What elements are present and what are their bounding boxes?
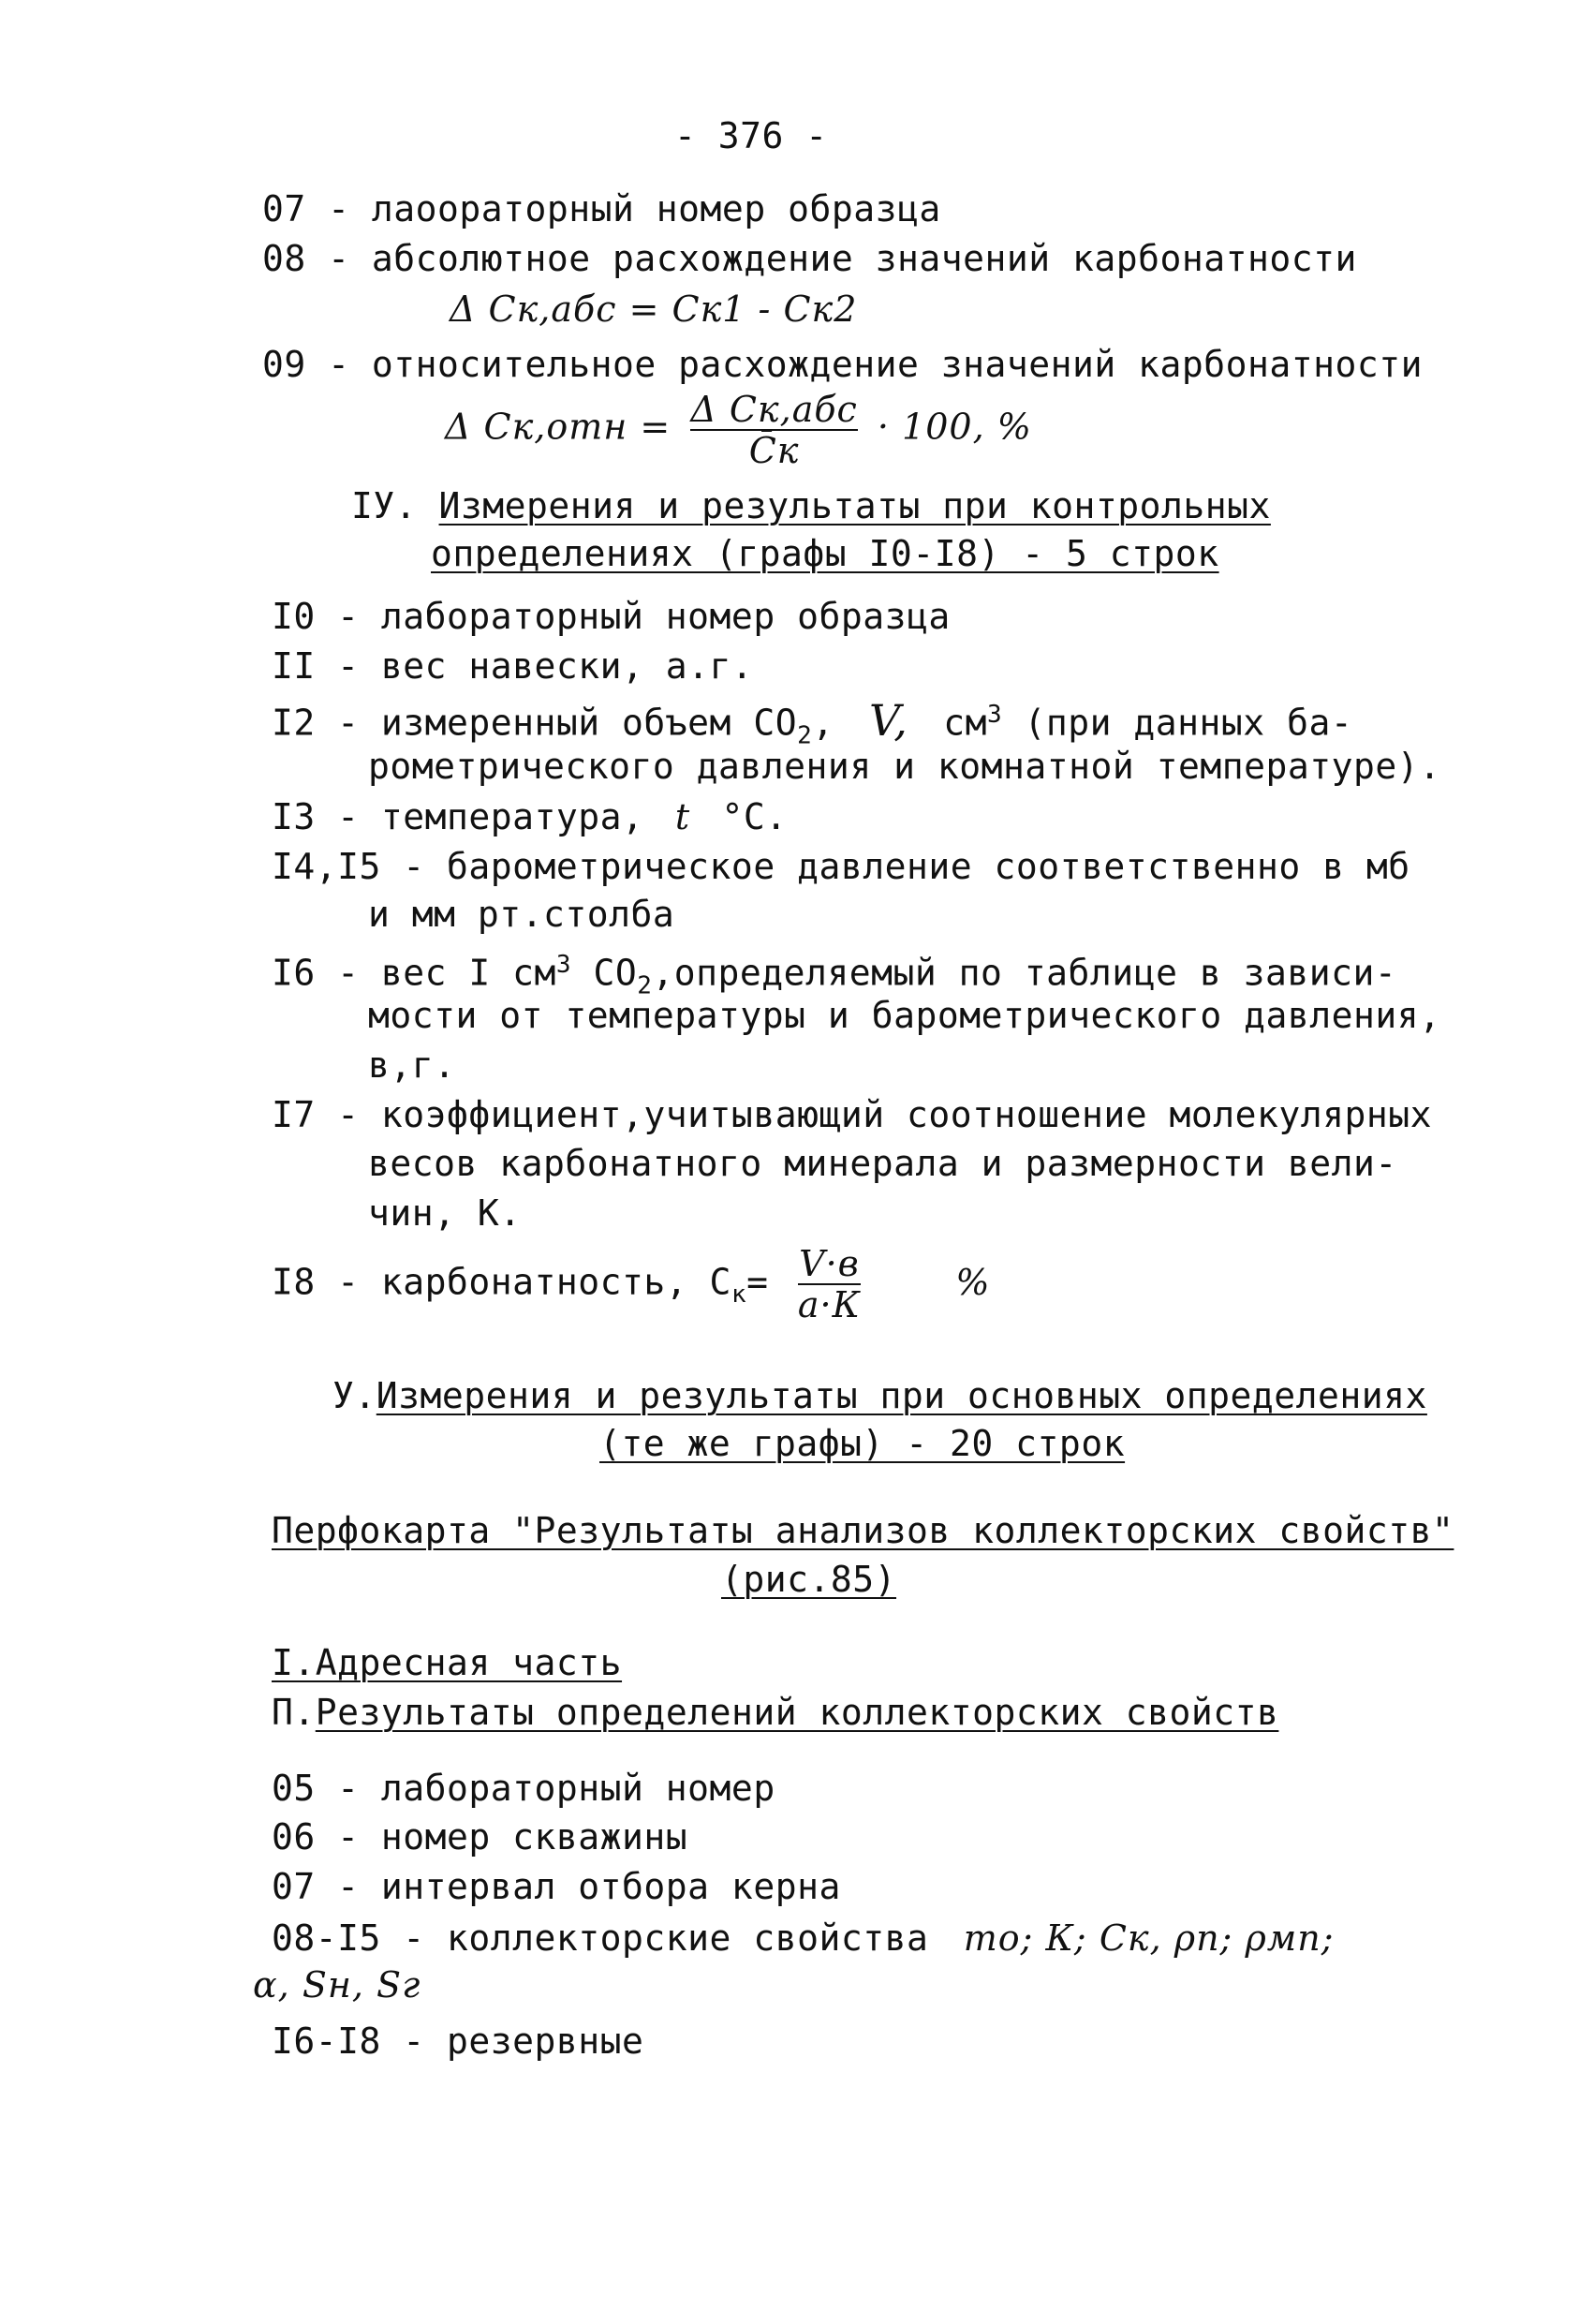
formula-08: Δ Cк,абс = Cк1 - Cк2 [450, 289, 858, 330]
part-2-heading [272, 1691, 1278, 1734]
item-13-t: t [674, 796, 691, 837]
perfocard-figure-ref: (рис.85) [721, 1559, 897, 1600]
heading-v-prefix: У. [332, 1375, 376, 1416]
item-p2-08-15-text: 08-I5 - коллекторские свойства [272, 1917, 929, 1959]
item-08: 08 - абсолютное расхождение значений карбонатности [262, 238, 1357, 279]
item-17-continuation-1: весов карбонатного минерала и размерности вели- [368, 1143, 1397, 1184]
item-17-continuation-2: чин, К. [368, 1192, 522, 1234]
item-12-sub: 2 [797, 721, 813, 750]
item-18 [272, 1243, 991, 1325]
heading-v-line1 [332, 1374, 1427, 1417]
formula-09-numerator: Δ Cк,абс [690, 389, 858, 430]
item-p2-16-18: I6-I8 - резервные [272, 2021, 644, 2062]
item-13-unit: °C. [721, 796, 788, 837]
item-12-text: I2 - измеренный объем CO [272, 702, 798, 744]
item-18-text: I8 - карбонатность, C [272, 1261, 731, 1303]
item-18-eq: = [746, 1261, 769, 1303]
item-12-volume: V, [869, 694, 908, 746]
heading-v-title: Измерения и результаты при основных определениях [376, 1375, 1427, 1416]
item-18-denominator: а·К [797, 1284, 862, 1325]
item-16-sub: 2 [637, 971, 653, 1000]
heading-iv-line2: определениях (графы I0-I8) - 5 строк [431, 533, 1219, 574]
item-09: 09 - относительное расхождение значений карбонатности [262, 344, 1424, 385]
item-p2-08-15-continuation: α, Sн, Sг [253, 1964, 421, 2006]
item-16-text: I6 - вес I см [272, 952, 556, 994]
item-14-15-continuation: и мм рт.столба [368, 894, 675, 935]
item-18-fraction [797, 1243, 862, 1325]
item-10: I0 - лабораторный номер образца [272, 596, 951, 637]
item-18-percent: % [955, 1261, 991, 1303]
formula-09-fraction [690, 389, 858, 471]
formula-09-right: · 100, % [877, 406, 1032, 448]
item-16-rest: ,определяемый по таблице в зависи- [652, 952, 1397, 994]
page-number: - 376 - [674, 115, 828, 156]
perfocard-title: Перфокарта "Результаты анализов коллекторских свойств" [272, 1510, 1454, 1551]
item-18-numerator: V·в [799, 1243, 860, 1284]
item-17: I7 - коэффициент,учитывающий соотношение молекулярных [272, 1094, 1433, 1135]
item-16-sup: 3 [555, 951, 572, 979]
item-13-text: I3 - температура, [272, 796, 644, 837]
item-12-comma: , [812, 702, 834, 744]
heading-iv-line1 [351, 484, 1271, 527]
item-p2-05: 05 - лабораторный номер [272, 1768, 775, 1809]
part-2-title: Результаты определений коллекторских свойств [315, 1692, 1279, 1733]
part-2-prefix: П. [272, 1692, 316, 1733]
item-12-continuation: рометрического давления и комнатной температуре). [368, 746, 1441, 787]
heading-iv-prefix: IУ. [351, 485, 418, 526]
heading-v-line2: (те же графы) - 20 строк [599, 1423, 1126, 1464]
item-18-sub: к [731, 1280, 747, 1310]
item-11: II - вес навески, а.г. [272, 645, 754, 687]
item-12-unit: см [943, 702, 987, 744]
formula-09-left: Δ Cк,отн = [445, 406, 672, 448]
item-12-rest: (при данных ба- [1024, 702, 1353, 744]
item-16-continuation-2: в,г. [368, 1044, 456, 1086]
formula-09-denominator: C̄к [748, 430, 800, 471]
item-p2-06: 06 - номер скважины [272, 1816, 688, 1858]
formula-09 [445, 389, 1032, 471]
item-p2-08-15-symbols: mо; К; Cк, ρп; ρмп; [963, 1917, 1335, 1959]
part-1-heading: I.Адресная часть [272, 1642, 623, 1683]
item-16-co: CO [571, 952, 638, 994]
item-14-15: I4,I5 - барометрическое давление соответственно в мб [272, 846, 1410, 887]
item-p2-07: 07 - интервал отбора керна [272, 1866, 841, 1907]
item-07: 07 - лаоораторный номер образца [262, 188, 941, 229]
item-12-sup: 3 [986, 701, 1003, 729]
item-13 [272, 795, 788, 838]
item-p2-08-15 [272, 1917, 1335, 1960]
heading-iv-title: Измерения и результаты при контрольных [438, 485, 1271, 526]
item-16-continuation-1: мости от температуры и барометрического давления, [368, 995, 1441, 1036]
